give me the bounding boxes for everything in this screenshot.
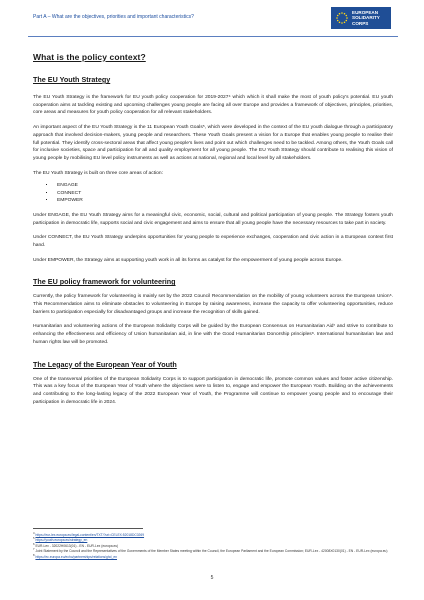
paragraph: Under EMPOWER, the Strategy aims at supporting youth work in all its forms as catalyst for the empowerment of young people across Europe. (33, 257, 343, 263)
page-header (0, 0, 424, 38)
footnote-text: Joint Statement by the Council and the Representatives of the Governments of the Member States meeting within the Council, the European Parliament and the European Commission; EUR-Lex - 42008X0130(01) - EN - EUR-Lex (europa.eu) (35, 549, 388, 554)
list-item: ▪ ENGAGE (55, 182, 393, 190)
footnote-link[interactable]: https://youth.europa.eu/strategy_en (35, 538, 88, 543)
footnote: $^4$ https://eur-lex.europa.eu/legal-content/en/TXT/?uri=CELEX:52018DC0269 (33, 532, 145, 538)
header-divider (28, 36, 398, 37)
section-title-volunteering-framework: The EU policy framework for volunteering (33, 277, 176, 287)
paragraph: An important aspect of the EU Youth Strategy is the 11 European Youth Goals⁵, which were developed in the context of the EU youth dialogue through a participatory approach that involved decision-makers, young people and researchers. These Youth Goals present a vision for a Europe that enables young people to realise their full potential. They identify cross-sectoral areas that affect young people's lives and point out which challenges need to be tackled. Among others, the Youth Goals call for inclusive societies, space and participation for all and quality employment for all young people. The EU Youth Strategy should contribute to realising this vision of young people by mobilising EU level policy instruments as well as actions at national, regional and local level by all stakeholders. (33, 125, 393, 161)
paragraph: Currently, the policy framework for volunteering is mainly set by the 2022 Council Recommendation on the mobility of young volunteers across the European Union⁶. This Recommendation aims to eliminate obstacles to volunteering in Europe by raising awareness, increase the capacity to offer volunteering opportunities, reduce barriers to participation especially for disadvantaged groups and increase the recognition of skills gained. (33, 294, 393, 315)
list-item: ▪ EMPOWER (55, 197, 393, 205)
footnote-link[interactable]: https://eur-lex.europa.eu/legal-content/en/TXT/?uri=CELEX:52018DC0269 (35, 533, 145, 538)
footnotes (33, 528, 393, 559)
core-areas-list (33, 182, 393, 205)
logo-line-1: EUROPEAN (352, 10, 379, 16)
footnote: $^7$ Joint Statement by the Council and the Representatives of the Governments of the Member States meeting within the Council, the European Parliament and the European Commission; EUR-Lex - 42008X0130(01) - EN - EUR-Lex (europa.eu) (33, 548, 388, 554)
footnote-link[interactable]: https://ec.europa.eu/echo/partnerships/relations/ghd_en (35, 554, 118, 559)
footnote: $^6$ EUR-Lex - 32022H0613(01) - EN - EUR-Lex (europa.eu) (33, 542, 119, 548)
footnote: $^8$ https://ec.europa.eu/echo/partnerships/relations/ghd_en (33, 553, 118, 559)
footnote: $^5$ https://youth.europa.eu/strategy_en (33, 537, 88, 543)
logo-text (352, 10, 380, 26)
paragraph: Under ENGAGE, the EU Youth Strategy aims for a meaningful civic, economic, social, cultural and political participation of young people. The Strategy fosters youth participation in democratic life, supports social and civic engagement and aims to ensure that all young people have the necessary resources to take part in society. (33, 212, 393, 226)
eu-flag-icon (335, 11, 349, 25)
paragraph: The EU Youth Strategy is built on three core areas of action: (33, 170, 163, 176)
footnote-text: EUR-Lex - 32022H0613(01) - EN - EUR-Lex (europa.eu) (35, 543, 119, 548)
main-content (33, 44, 393, 406)
section-title-eu-youth-strategy: The EU Youth Strategy (33, 75, 111, 84)
logo-line-3: CORPS (352, 20, 369, 26)
logo-line-2: SOLIDARITY (352, 15, 380, 21)
european-solidarity-corps-logo (331, 7, 391, 29)
list-item: ▪ CONNECT (55, 190, 393, 198)
paragraph: Under CONNECT, the EU Youth Strategy underpins opportunities for young people to experience exchanges, cooperation and civic action in a European context first hand. (33, 235, 393, 248)
page-heading: What is the policy context? (33, 52, 146, 62)
section-title-european-year-of-youth: The Legacy of the European Year of Youth (33, 359, 177, 369)
page-number: 5 (210, 575, 214, 581)
paragraph: Humanitarian and volunteering actions of the European Solidarity Corps will be guided by the European Consensus on Humanitarian Aid⁷ and strive to contribute to enhancing the effectiveness and efficiency of Union humanitarian aid, in line with the Good Humanitarian Donorship principles⁸. International humanitarian law and human rights law will be promoted. (33, 324, 393, 345)
footnote-divider (33, 528, 143, 529)
running-header-title: Part A – What are the objectives, priorities and important characteristics? (33, 14, 194, 20)
paragraph: One of the transversal priorities of the European Solidarity Corps is to support participation in democratic life, promote common values and foster active citizenship. This was a key focus of the European Year of Youth where the objectives were to listen to, engage and empower the European Youth. Building on the achievements and contributing to the long-lasting legacy of the 2022 European Year of Youth, the Programme will continue to empower young people and to encourage their participation in democratic life in 2024. (33, 376, 393, 405)
paragraph: The EU Youth Strategy is the framework for EU youth policy cooperation for 2019-2027⁴ which which it shall make the most of youth policy's potential. EU youth cooperation aims at tackling existing and upcoming challenges young people are facing all over Europe and provides a framework of objectives, principles, priorities, core areas and measures for youth policy cooperation for all relevant stakeholders. (33, 95, 393, 116)
